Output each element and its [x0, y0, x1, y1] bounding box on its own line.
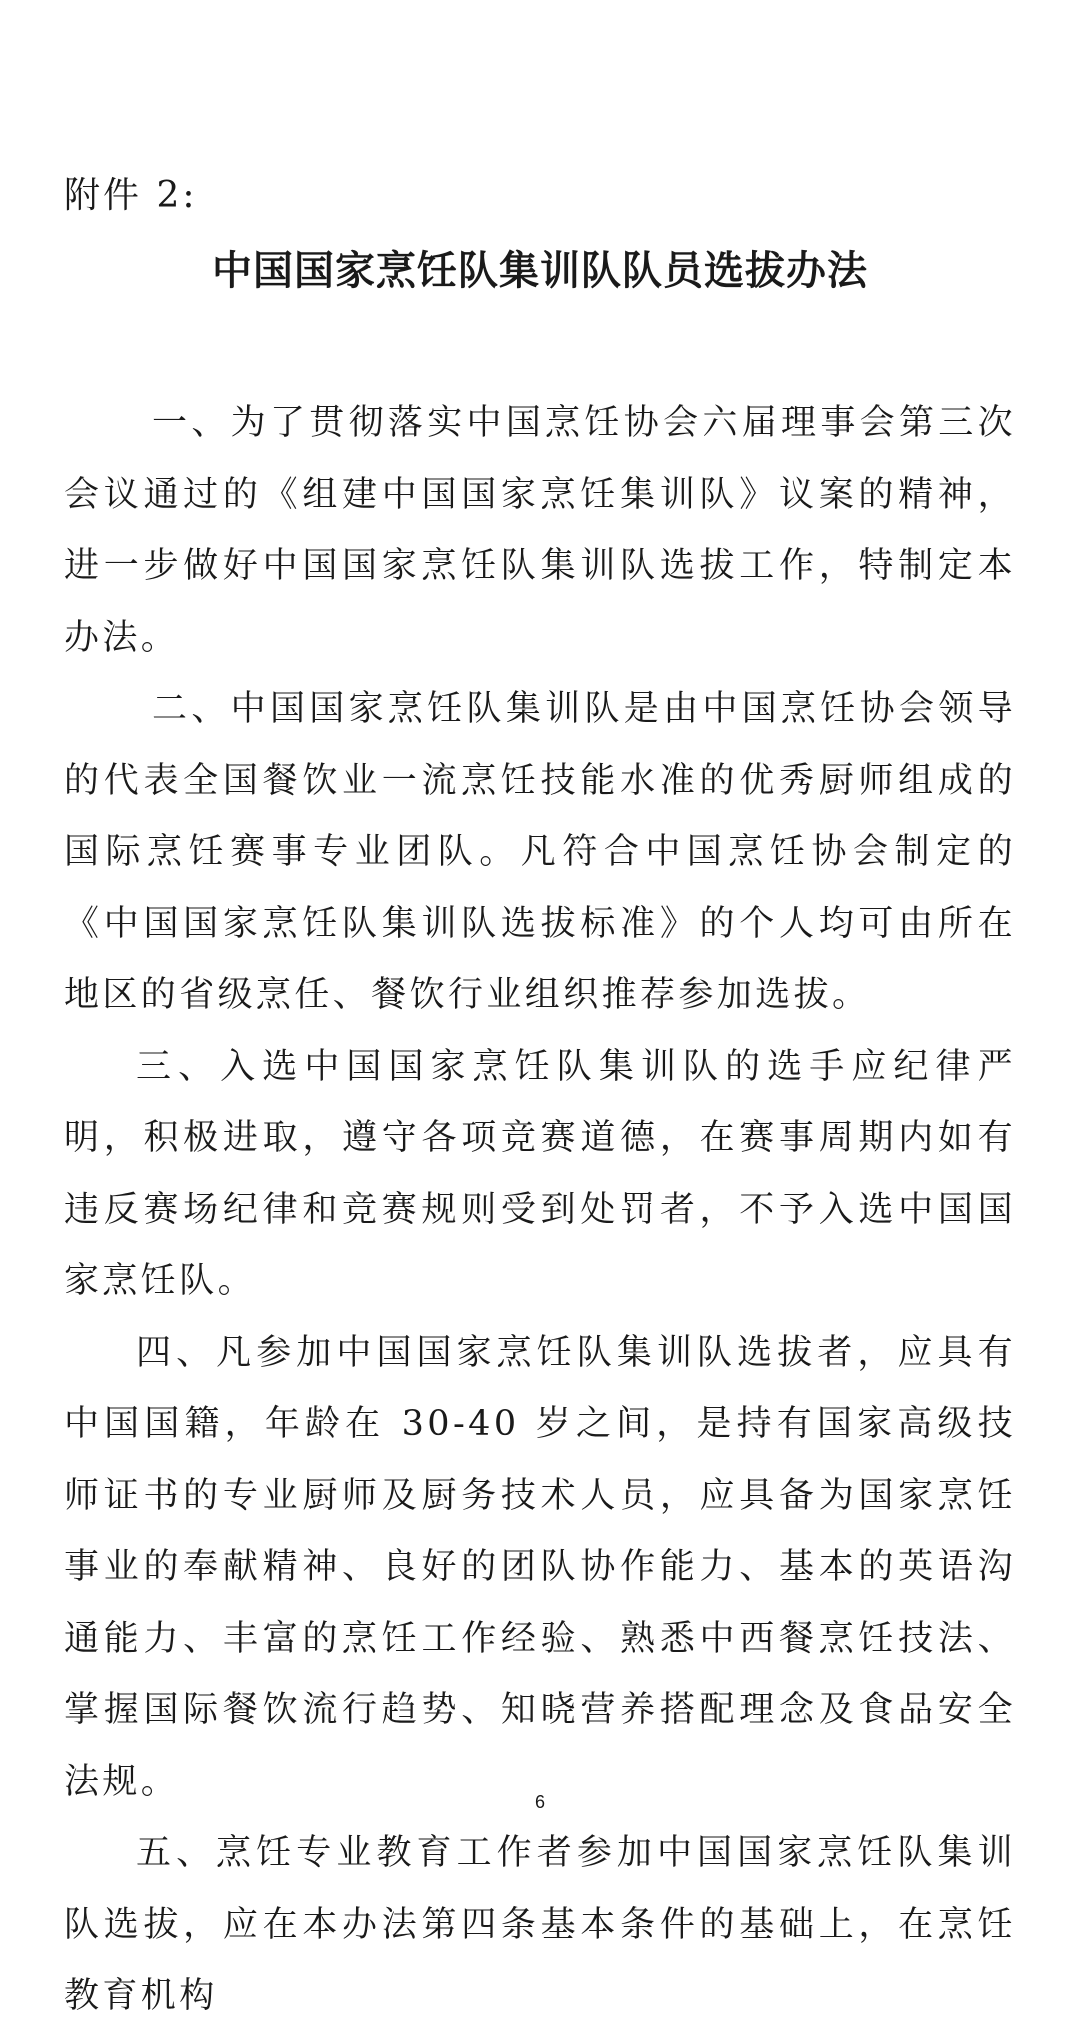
paragraph-1: 一、为了贯彻落实中国烹饪协会六届理事会第三次会议通过的《组建中国国家烹饪集训队》议案的精神，进一步做好中国国家烹饪队集训队选拔工作，特制定本办法。 [64, 403, 1016, 658]
document-title: 中国国家烹饪队集训队队员选拔办法 [212, 248, 868, 294]
attachment-label: 附件 2: [64, 175, 198, 216]
paragraph-5: 五、烹饪专业教育工作者参加中国国家烹饪队集训队选拔，应在本办法第四条基本条件的基础上，在烹饪教育机构 [64, 1833, 1016, 2016]
paragraph-2: 二、中国国家烹饪队集训队是由中国烹饪协会领导的代表全国餐饮业一流烹饪技能水准的优秀厨师组成的国际烹饪赛事专业团队。凡符合中国烹饪协会制定的《中国国家烹饪队集训队选拔标准》的个人均可由所在地区的省级烹任、餐饮行业组织推荐参加选拔。 [64, 689, 1016, 1015]
document-body [64, 388, 1016, 2033]
paragraph-4: 四、凡参加中国国家烹饪队集训队选拔者，应具有中国国籍，年龄在 30-40 岁之间，是持有国家高级技师证书的专业厨师及厨务技术人员，应具备为国家烹饪事业的奉献精神、良好的团队协作能力、基本的英语沟通能力、丰富的烹饪工作经验、熟悉中西餐烹饪技法、掌握国际餐饮流行趋势、知晓营养搭配理念及食品安全法规。 [64, 1332, 1016, 1802]
paragraph-3: 三、入选中国国家烹饪队集训队的选手应纪律严明，积极进取，遵守各项竞赛道德，在赛事周期内如有违反赛场纪律和竞赛规则受到处罚者，不予入选中国国家烹饪队。 [64, 1046, 1016, 1301]
page-number: 6 [534, 1792, 545, 1812]
